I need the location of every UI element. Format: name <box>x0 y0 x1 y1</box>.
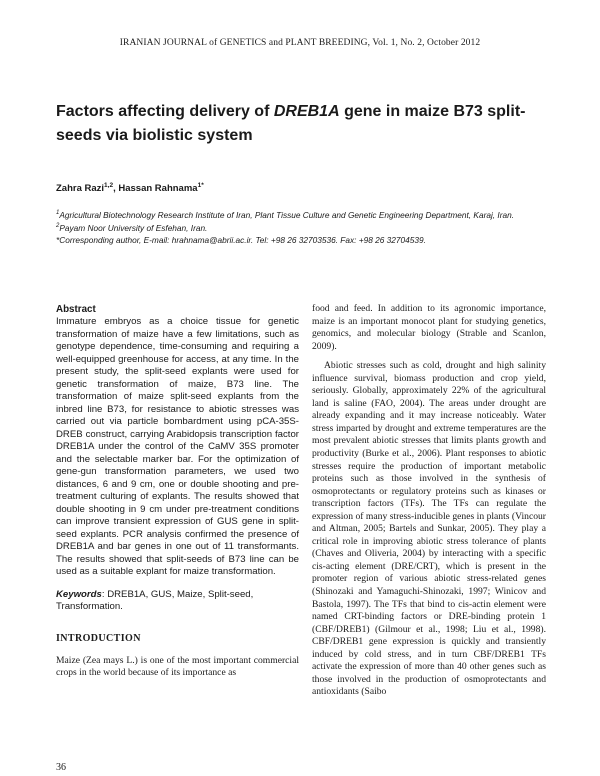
article-title <box>56 100 546 148</box>
introduction-heading: INTRODUCTION <box>56 632 141 644</box>
right-column <box>312 303 546 699</box>
author-name: Hassan Rahnama <box>118 183 198 195</box>
affiliation-text: Agricultural Biotechnology Research Institute of Iran, Plant Tissue Culture and Genetic Engineering Department, Karaj, Iran. <box>59 209 514 220</box>
affiliations <box>56 208 546 246</box>
affiliation-text: Payam Noor University of Esfehan, Iran. <box>59 223 208 234</box>
introduction-text: Maize (Zea mays L.) is one of the most important commercial crops in the world because of its importance as <box>56 654 299 679</box>
author-separator: , <box>113 183 119 195</box>
keywords-text: : DREB1A, GUS, Maize, Split-seed, Transformation. <box>56 588 254 612</box>
affiliation-1 <box>56 208 546 221</box>
affiliation-mark: 1 <box>56 210 60 216</box>
title-text-1: Factors affecting delivery of <box>56 103 274 120</box>
keywords <box>56 589 299 614</box>
keywords-label: Keywords <box>56 588 102 600</box>
title-gene: DREB1A <box>273 103 340 120</box>
author-name: Zahra Razi <box>56 183 105 195</box>
page-number: 36 <box>56 762 66 773</box>
introduction-continued: food and feed. In addition to its agronomic importance, maize is an important monocot plant for studying genetics, genomics, and molecular biology (Strable and Scanlon, 2009). <box>312 303 546 352</box>
introduction-paragraph-2: Abiotic stresses such as cold, drought and high salinity influence survival, biomass production and crop yield, seriously. Globally, approximately 22% of the agricultural land is saline (FAO, 2004). The areas under drought are already expanding and it may increase noticeably. Water stress imparted by drought and extreme temperatures are the most prevalent abiotic stresses that limits plants growth and productivity (Burke et al., 2006). Plant responses to abiotic stresses require the production of important metabolic proteins such as those involved in the synthesis of osmoprotectants or regulatory proteins such as kinases or transcription factors (TFs). The TFs can regulate the expression of many stress-inducible genes in plants (Vincour and Altman, 2005; Bartels and Sunkar, 2005). They play a critical role in improving abiotic stress tolerance of plants (Chaves and Oliveria, 2004) by interacting with a specific cis-acting element (DRE/CRT), which is present in the promoter region of various abiotic stress-related genes (Shinozaki and Yamaguchi-Shinozaki, 1997; Winicov and Bastola, 1997). The TFs that bind to cis-actin element were named CRT-binding factors or DRE-binding protein 1 (CBF/DREB1) (Gilmour et al., 1998; Liu et al., 1998). CBF/DREB1 gene expression is quickly and transiently induced by cold stress, and in turn CBF/DREB1 TFs activate the expression of more than 40 other genes such as those involved in the production of osmoprotectants and antioxidants (Saibo <box>312 360 546 698</box>
author-list <box>56 182 546 194</box>
corresponding-author: *Corresponding author, E-mail: hrahnama@abrii.ac.ir. Tel: +98 26 32703536. Fax: +98 26 32704539. <box>56 234 426 245</box>
affiliation-mark: 2 <box>56 223 60 230</box>
author-affiliation-mark: 1,2 <box>104 182 114 189</box>
affiliation-2 <box>56 221 546 234</box>
author-affiliation-mark: 1* <box>197 182 204 189</box>
left-column <box>56 303 299 680</box>
journal-header: IRANIAN JOURNAL of GENETICS and PLANT BREEDING, Vol. 1, No. 2, October 2012 <box>119 38 481 48</box>
abstract-heading: Abstract <box>56 304 96 315</box>
title-text-2: gene in maize B73 split-seeds via biolistic system <box>56 103 526 144</box>
abstract-text: Immature embryos as a choice tissue for genetic transformation of maize have a few limitations, such as genotype dependence, time-consuming and requiring a well-equipped greenhouse for access, at any time. In the present study, the split-seed explants were used for genetic transformation of maize, B73 line. The transformation of maize split-seed explants from the inbred line B73, for resistance to abiotic stresses was carried out via particle bombardment using pCA-35S-DREB construct, carrying Arabidopsis transcription factor DREB1A under the control of the CaMV 35S promoter and the selectable marker bar. For the optimization of gene-gun transformation parameters, we used two distances, 6 and 9 cm, one or double shooting and pre-treatment culturing of explants. The results showed that double shooting in 9 cm under pre-treatment conditions can improve transient expression of GUS gene in split-seed explants. PCR analysis confirmed the presence of DREB1A and bar genes in one out of 11 transformants. The results showed that split-seeds of B73 line can be used as a suitable explant for maize transformation. <box>56 316 299 577</box>
